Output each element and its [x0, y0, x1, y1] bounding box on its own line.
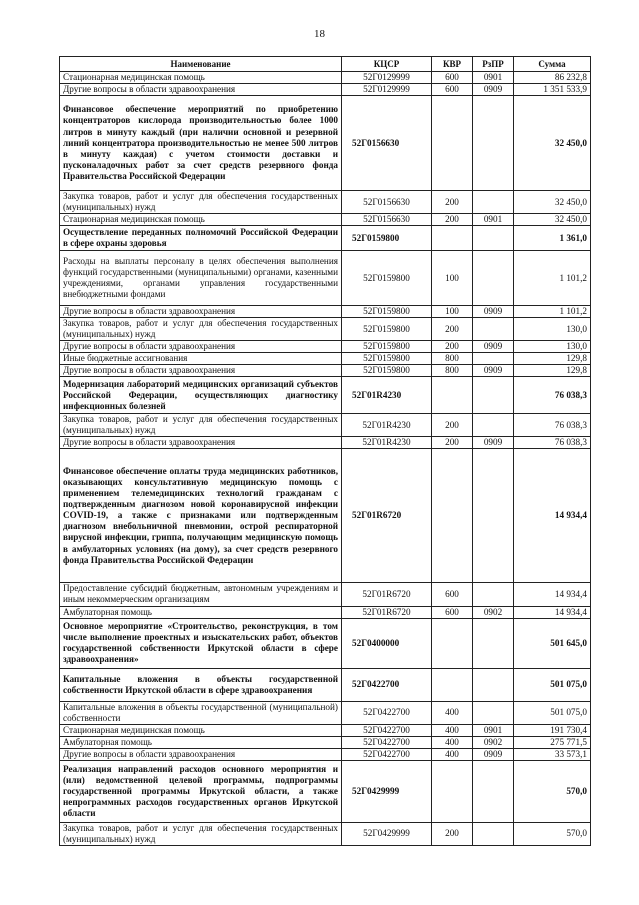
row-sum-cell: 33 573,1	[514, 748, 591, 760]
row-code-cell: 52Г01R6720	[342, 449, 432, 583]
row-sum-cell: 129,8	[514, 365, 591, 377]
row-code-cell: 52Г0429999	[342, 822, 432, 845]
row-kvr-cell	[432, 760, 473, 822]
table-row	[60, 84, 591, 96]
header-kvr: КВР	[432, 57, 473, 72]
row-kvr-cell: 600	[432, 583, 473, 606]
table-row	[60, 606, 591, 618]
row-kvr-cell: 800	[432, 365, 473, 377]
row-name-cell: Другие вопросы в области здравоохранения	[60, 437, 342, 449]
row-code-cell: 52Г0429999	[342, 760, 432, 822]
table-row	[60, 701, 591, 724]
table-row	[60, 306, 591, 318]
row-kvr-cell	[432, 449, 473, 583]
row-name-cell: Осуществление переданных полномочий Российской Федерации в сфере охраны здоровья	[60, 226, 342, 251]
table-row	[60, 668, 591, 701]
table-row	[60, 760, 591, 822]
row-kvr-cell: 400	[432, 701, 473, 724]
row-sum-cell: 32 450,0	[514, 191, 591, 214]
row-kvr-cell: 200	[432, 214, 473, 226]
row-name-cell: Финансовое обеспечение мероприятий по приобретению концентраторов кислорода производительностью более 1000 литров в минуту каждый (при наличии основной и резервной линий концентратора производительностью не менее 500 литров в минуту каждая) с учетом стоимости доставки и пусконаладочных работ за счет средств резервного фонда Правительства Российской Федерации	[60, 96, 342, 191]
row-rzpr-cell	[473, 449, 514, 583]
row-kvr-cell	[432, 668, 473, 701]
row-kvr-cell: 600	[432, 84, 473, 96]
row-code-cell: 52Г01R4230	[342, 377, 432, 414]
row-sum-cell: 275 771,5	[514, 736, 591, 748]
table-row	[60, 724, 591, 736]
row-code-cell: 52Г0159800	[342, 318, 432, 341]
row-name-cell: Другие вопросы в области здравоохранения	[60, 306, 342, 318]
table-row	[60, 748, 591, 760]
row-name-cell: Модернизация лабораторий медицинских организаций субъектов Российской Федерации, осуществляющих диагностику инфекционных болезней	[60, 377, 342, 414]
row-name-cell: Финансовое обеспечение оплаты труда медицинских работников, оказывающих консультативную медицинскую помощь с применением телемедицинских технологий гражданам с подтвержденным диагнозом новой коронавирусной инфекции COVID-19, а также с признаками или подтвержденным диагнозом внебольничной пневмонии, острой респираторной вирусной инфекции, гриппа, получающим медицинскую помощь в амбулаторных условиях (на дому), за счет средств резервного фонда Правительства Российской Федерации	[60, 449, 342, 583]
table-row	[60, 437, 591, 449]
row-kvr-cell: 400	[432, 736, 473, 748]
row-name-cell: Закупка товаров, работ и услуг для обеспечения государственных (муниципальных) нужд	[60, 414, 342, 437]
row-name-cell: Амбулаторная помощь	[60, 606, 342, 618]
row-rzpr-cell: 0901	[473, 214, 514, 226]
row-kvr-cell	[432, 377, 473, 414]
row-rzpr-cell: 0909	[473, 365, 514, 377]
row-sum-cell: 14 934,4	[514, 583, 591, 606]
row-code-cell: 52Г0422700	[342, 668, 432, 701]
row-sum-cell: 1 101,2	[514, 306, 591, 318]
row-sum-cell: 32 450,0	[514, 214, 591, 226]
row-kvr-cell: 100	[432, 306, 473, 318]
row-name-cell: Другие вопросы в области здравоохранения	[60, 748, 342, 760]
row-sum-cell: 501 645,0	[514, 618, 591, 668]
row-rzpr-cell: 0909	[473, 84, 514, 96]
table-row	[60, 618, 591, 668]
row-kvr-cell: 100	[432, 251, 473, 306]
row-kvr-cell: 200	[432, 191, 473, 214]
row-rzpr-cell	[473, 353, 514, 365]
row-code-cell: 52Г0156630	[342, 214, 432, 226]
row-rzpr-cell	[473, 822, 514, 845]
row-sum-cell: 191 730,4	[514, 724, 591, 736]
row-kvr-cell: 400	[432, 748, 473, 760]
table-row	[60, 822, 591, 845]
row-code-cell: 52Г0156630	[342, 96, 432, 191]
row-name-cell: Расходы на выплаты персоналу в целях обеспечения выполнения функций государственными (муниципальными) органами, казенными учреждениями, органами управления государственными внебюджетными фондами	[60, 251, 342, 306]
row-kvr-cell: 600	[432, 72, 473, 84]
row-name-cell: Иные бюджетные ассигнования	[60, 353, 342, 365]
table-row	[60, 377, 591, 414]
row-code-cell: 52Г0159800	[342, 353, 432, 365]
row-code-cell: 52Г0156630	[342, 191, 432, 214]
row-code-cell: 52Г01R4230	[342, 437, 432, 449]
row-code-cell: 52Г01R6720	[342, 583, 432, 606]
row-rzpr-cell	[473, 318, 514, 341]
row-sum-cell: 130,0	[514, 318, 591, 341]
row-sum-cell: 501 075,0	[514, 668, 591, 701]
row-rzpr-cell	[473, 96, 514, 191]
row-kvr-cell	[432, 96, 473, 191]
row-code-cell: 52Г0129999	[342, 72, 432, 84]
row-rzpr-cell	[473, 760, 514, 822]
row-rzpr-cell: 0909	[473, 437, 514, 449]
table-row	[60, 353, 591, 365]
row-kvr-cell	[432, 226, 473, 251]
row-sum-cell: 501 075,0	[514, 701, 591, 724]
row-rzpr-cell	[473, 226, 514, 251]
row-kvr-cell: 200	[432, 341, 473, 353]
row-name-cell: Другие вопросы в области здравоохранения	[60, 84, 342, 96]
row-name-cell: Стационарная медицинская помощь	[60, 214, 342, 226]
table-row	[60, 449, 591, 583]
table-row	[60, 226, 591, 251]
table-row	[60, 96, 591, 191]
row-sum-cell: 14 934,4	[514, 449, 591, 583]
header-sum: Сумма	[514, 57, 591, 72]
header-code: КЦСР	[342, 57, 432, 72]
row-sum-cell: 1 101,2	[514, 251, 591, 306]
header-rzpr: РзПР	[473, 57, 514, 72]
row-name-cell: Другие вопросы в области здравоохранения	[60, 365, 342, 377]
row-rzpr-cell	[473, 414, 514, 437]
row-sum-cell: 76 038,3	[514, 414, 591, 437]
row-name-cell: Стационарная медицинская помощь	[60, 72, 342, 84]
row-name-cell: Закупка товаров, работ и услуг для обеспечения государственных (муниципальных) нужд	[60, 191, 342, 214]
row-kvr-cell: 800	[432, 353, 473, 365]
row-code-cell: 52Г01R6720	[342, 606, 432, 618]
row-sum-cell: 86 232,8	[514, 72, 591, 84]
row-kvr-cell: 400	[432, 724, 473, 736]
table-row	[60, 251, 591, 306]
row-name-cell: Капитальные вложения в объекты государственной (муниципальной) собственности	[60, 701, 342, 724]
row-name-cell: Другие вопросы в области здравоохранения	[60, 341, 342, 353]
row-sum-cell: 1 361,0	[514, 226, 591, 251]
row-rzpr-cell	[473, 377, 514, 414]
row-rzpr-cell	[473, 251, 514, 306]
row-rzpr-cell: 0902	[473, 736, 514, 748]
row-code-cell: 52Г0159800	[342, 306, 432, 318]
row-name-cell: Капитальные вложения в объекты государственной собственности Иркутской области в сфере здравоохранения	[60, 668, 342, 701]
row-rzpr-cell: 0902	[473, 606, 514, 618]
header-name: Наименование	[60, 57, 342, 72]
row-kvr-cell	[432, 618, 473, 668]
row-code-cell: 52Г0159800	[342, 226, 432, 251]
row-kvr-cell: 200	[432, 414, 473, 437]
row-rzpr-cell	[473, 191, 514, 214]
row-code-cell: 52Г01R4230	[342, 414, 432, 437]
row-rzpr-cell: 0909	[473, 341, 514, 353]
row-code-cell: 52Г0422700	[342, 724, 432, 736]
table-body	[60, 72, 591, 846]
row-name-cell: Амбулаторная помощь	[60, 736, 342, 748]
row-code-cell: 52Г0422700	[342, 701, 432, 724]
row-sum-cell: 76 038,3	[514, 377, 591, 414]
row-kvr-cell: 200	[432, 822, 473, 845]
row-name-cell: Предоставление субсидий бюджетным, автономным учреждениям и иным некоммерческим организациям	[60, 583, 342, 606]
row-rzpr-cell: 0909	[473, 306, 514, 318]
row-code-cell: 52Г0159800	[342, 365, 432, 377]
row-name-cell: Основное мероприятие «Строительство, реконструкция, в том числе выполнение проектных и изыскательских работ, объектов государственной собственности Иркутской области в сфере здравоохранения»	[60, 618, 342, 668]
row-rzpr-cell: 0909	[473, 748, 514, 760]
row-code-cell: 52Г0129999	[342, 84, 432, 96]
table-row	[60, 318, 591, 341]
row-rzpr-cell	[473, 618, 514, 668]
table-row	[60, 341, 591, 353]
table-row	[60, 214, 591, 226]
row-rzpr-cell	[473, 668, 514, 701]
table-row	[60, 72, 591, 84]
row-sum-cell: 14 934,4	[514, 606, 591, 618]
table-row	[60, 365, 591, 377]
row-kvr-cell: 200	[432, 437, 473, 449]
row-sum-cell: 76 038,3	[514, 437, 591, 449]
row-sum-cell: 570,0	[514, 760, 591, 822]
budget-table	[59, 56, 591, 846]
row-code-cell: 52Г0422700	[342, 748, 432, 760]
page-number: 18	[314, 28, 325, 40]
row-code-cell: 52Г0159800	[342, 251, 432, 306]
row-rzpr-cell	[473, 701, 514, 724]
row-code-cell: 52Г0159800	[342, 341, 432, 353]
row-name-cell: Стационарная медицинская помощь	[60, 724, 342, 736]
table-row	[60, 414, 591, 437]
table-header-row	[60, 57, 591, 72]
row-kvr-cell: 600	[432, 606, 473, 618]
row-rzpr-cell	[473, 583, 514, 606]
row-rzpr-cell: 0901	[473, 724, 514, 736]
row-rzpr-cell: 0901	[473, 72, 514, 84]
row-sum-cell: 1 351 533,9	[514, 84, 591, 96]
row-sum-cell: 32 450,0	[514, 96, 591, 191]
row-name-cell: Закупка товаров, работ и услуг для обеспечения государственных (муниципальных) нужд	[60, 822, 342, 845]
row-sum-cell: 129,8	[514, 353, 591, 365]
row-code-cell: 52Г0400000	[342, 618, 432, 668]
row-sum-cell: 570,0	[514, 822, 591, 845]
row-name-cell: Реализация направлений расходов основного мероприятия и (или) ведомственной целевой программы, подпрограммы государственной программы Иркутской области, а также непрограммных расходов государственных органов Иркутской области	[60, 760, 342, 822]
table-row	[60, 736, 591, 748]
table-row	[60, 191, 591, 214]
row-sum-cell: 130,0	[514, 341, 591, 353]
row-name-cell: Закупка товаров, работ и услуг для обеспечения государственных (муниципальных) нужд	[60, 318, 342, 341]
table-row	[60, 583, 591, 606]
row-kvr-cell: 200	[432, 318, 473, 341]
row-code-cell: 52Г0422700	[342, 736, 432, 748]
